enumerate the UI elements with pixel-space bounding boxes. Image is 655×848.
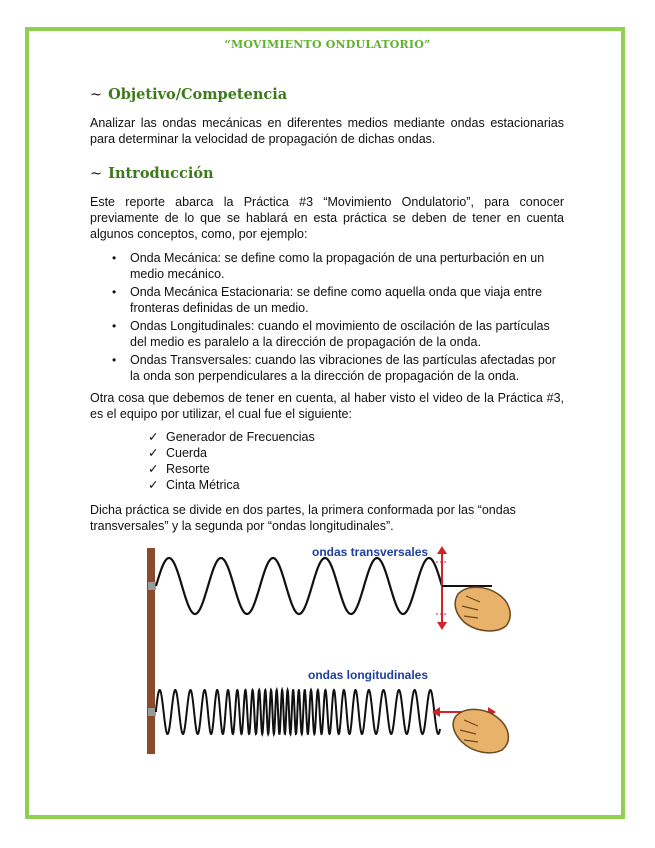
bullet-icon: •: [112, 285, 117, 299]
check-icon: ✓: [148, 430, 159, 444]
list-item: [148, 445, 315, 461]
list-item-text: Ondas Longitudinales: cuando el movimiento de oscilación de las partículas del medio es paralelo a la dirección de propagación de la onda.: [130, 319, 550, 349]
list-item: [108, 284, 564, 316]
list-item-text: Resorte: [166, 462, 210, 476]
bullet-icon: •: [112, 353, 117, 367]
transverse-anchor: [148, 582, 156, 590]
list-item: [108, 318, 564, 350]
wall-post: [147, 548, 155, 754]
waves-illustration: [140, 542, 520, 754]
check-icon: ✓: [148, 478, 159, 492]
bullet-icon: •: [112, 319, 117, 333]
introduccion-text: Este reporte abarca la Práctica #3 “Movimiento Ondulatorio”, para conocer previamente de lo que se hablará en esta práctica se deben de tener en cuenta algunos conceptos, como, por ejemplo:: [90, 195, 564, 241]
equipment-intro: Otra cosa que debemos de tener en cuenta, al haber visto el video de la Práctica #3, es el equipo por utilizar, el cual fue el siguiente:: [90, 391, 564, 421]
list-item-text: Generador de Frecuencias: [166, 430, 315, 444]
longitudinal-spring: [156, 690, 440, 734]
list-item: [148, 429, 315, 445]
longitudinal-label: ondas longitudinales: [308, 668, 429, 682]
concept-list: [108, 250, 564, 386]
list-item-text: Cinta Métrica: [166, 478, 240, 492]
transverse-label: ondas transversales: [312, 545, 429, 559]
arrow-up-icon: [437, 546, 447, 554]
tilde-marker: ~: [90, 166, 103, 182]
hand-icon: [455, 587, 510, 631]
list-item: [148, 477, 315, 493]
bullet-icon: •: [112, 251, 117, 265]
list-item-text: Ondas Transversales: cuando las vibraciones de las partículas afectadas por la onda son perpendiculares a la dirección de propagación de la onda.: [130, 353, 556, 383]
check-icon: ✓: [148, 462, 159, 476]
list-item: [148, 461, 315, 477]
list-item-text: Onda Mecánica Estacionaria: se define como aquella onda que viaja entre fronteras definidas de un medio.: [130, 285, 543, 315]
list-item-text: Onda Mecánica: se define como la propagación de una perturbación en un medio mecánico.: [130, 251, 545, 281]
arrow-down-icon: [437, 622, 447, 630]
objetivo-title: Objetivo/Competencia: [108, 86, 288, 103]
objetivo-text: Analizar las ondas mecánicas en diferentes medios mediante ondas estacionarias para determinar la velocidad de propagación de dichas ondas.: [90, 116, 564, 146]
equipment-list: [148, 429, 315, 493]
list-item: [108, 352, 564, 384]
closing-text: Dicha práctica se divide en dos partes, la primera conformada por las “ondas transversales” y la segunda por “ondas longitudinales”.: [90, 503, 516, 533]
page-header: “MOVIMIENTO ONDULATORIO”: [224, 38, 431, 51]
objetivo-heading: [90, 86, 287, 103]
list-item: [108, 250, 564, 282]
check-icon: ✓: [148, 446, 159, 460]
introduccion-heading: [90, 165, 214, 182]
hand-icon: [453, 709, 508, 752]
tilde-marker: ~: [90, 87, 103, 103]
transverse-wave: [156, 558, 442, 614]
introduccion-title: Introducción: [108, 165, 214, 182]
list-item-text: Cuerda: [166, 446, 207, 460]
longitudinal-anchor: [148, 708, 156, 716]
